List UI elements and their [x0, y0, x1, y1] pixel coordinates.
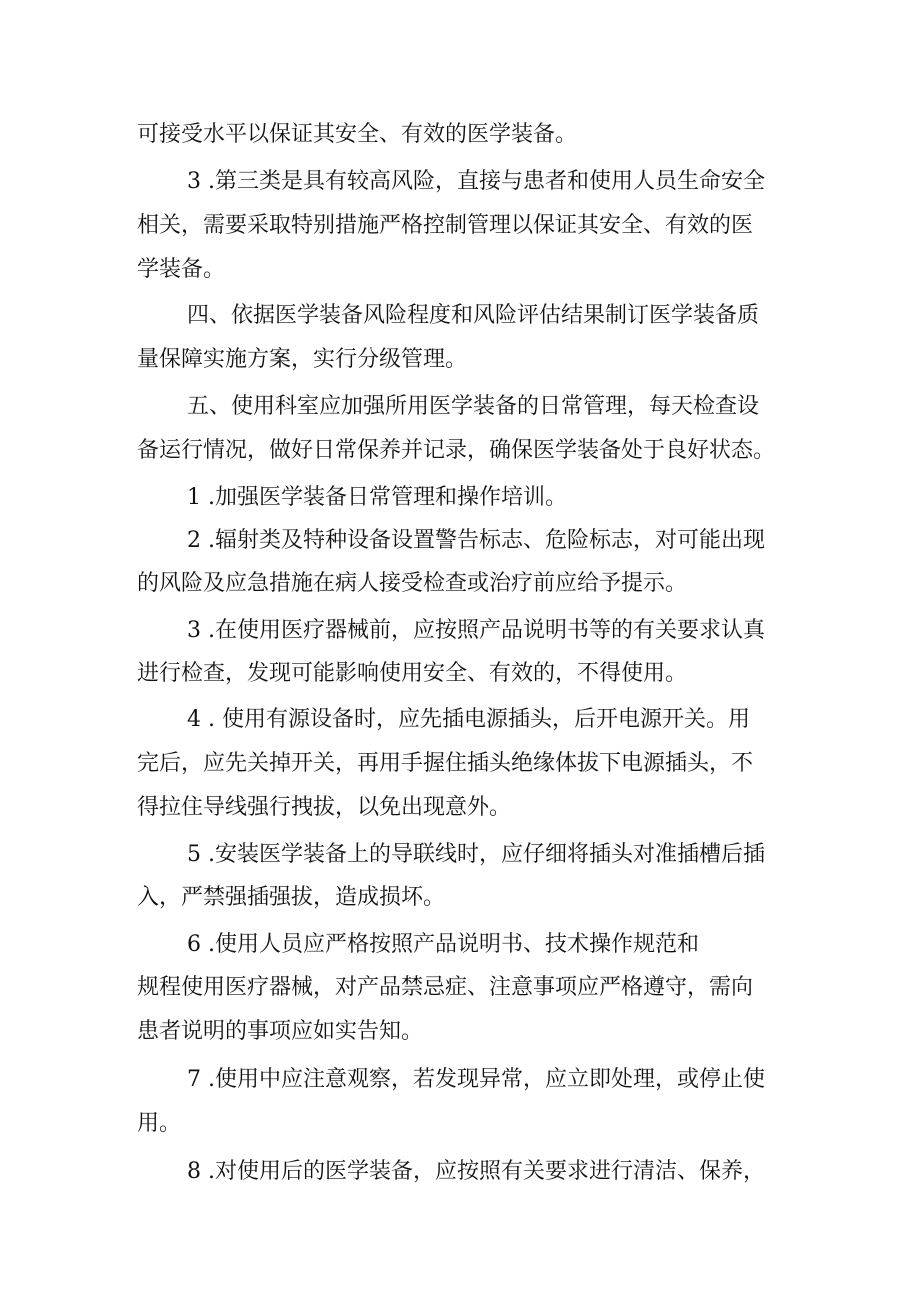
- text-line: 入，严禁强插强拔，造成损坏。: [137, 885, 446, 910]
- text-line: 5 .安装医学装备上的导联线时，应仔细将插头对准插槽后插: [187, 842, 765, 867]
- text-line: 备运行情况，做好日常保养并记录，确保医学装备处于良好状态。: [137, 438, 776, 463]
- text-line: 进行检查，发现可能影响使用安全、有效的，不得使用。: [137, 661, 688, 686]
- text-line: 3 .在使用医疗器械前，应按照产品说明书等的有关要求认真: [187, 618, 765, 643]
- text-line: 规程使用医疗器械，对产品禁忌症、注意事项应严格遵守，需向: [137, 975, 754, 1000]
- text-line: 量保障实施方案，实行分级管理。: [137, 347, 468, 372]
- text-line: 相关，需要采取特别措施严格控制管理以保证其安全、有效的医: [137, 213, 754, 238]
- text-line: 7 .使用中应注意观察，若发现异常，应立即处理，或停止使: [187, 1067, 765, 1092]
- text-line: 可接受水平以保证其安全、有效的医学装备。: [137, 122, 578, 147]
- text-line: 的风险及应急措施在病人接受检查或治疗前应给予提示。: [137, 571, 688, 596]
- text-line: 4 . 使用有源设备时，应先插电源插头，后开电源开关。用: [187, 707, 750, 732]
- text-line: 学装备。: [137, 257, 226, 282]
- text-line: 患者说明的事项应如实告知。: [137, 1019, 424, 1044]
- text-line: 2 .辐射类及特种设备设置警告标志、危险标志，对可能出现: [187, 528, 765, 553]
- text-line: 3 .第三类是具有较高风险，直接与患者和使用人员生命安全: [187, 169, 765, 194]
- text-line: 8 .对使用后的医学装备，应按照有关要求进行清洁、保养，: [187, 1159, 765, 1184]
- text-line: 6 .使用人员应严格按照产品说明书、技术操作规范和: [187, 932, 699, 957]
- text-line: 用。: [137, 1111, 182, 1136]
- text-line: 得拉住导线强行拽拔，以免出现意外。: [137, 795, 512, 820]
- text-line: 五、使用科室应加强所用医学装备的日常管理，每天检查设: [187, 394, 760, 419]
- text-line: 完后，应先关掉开关，再用手握住插头绝缘体拔下电源插头，不: [137, 751, 754, 776]
- text-line: 四、依据医学装备风险程度和风险评估结果制订医学装备质: [187, 303, 760, 328]
- text-line: 1 .加强医学装备日常管理和操作培训。: [187, 485, 567, 510]
